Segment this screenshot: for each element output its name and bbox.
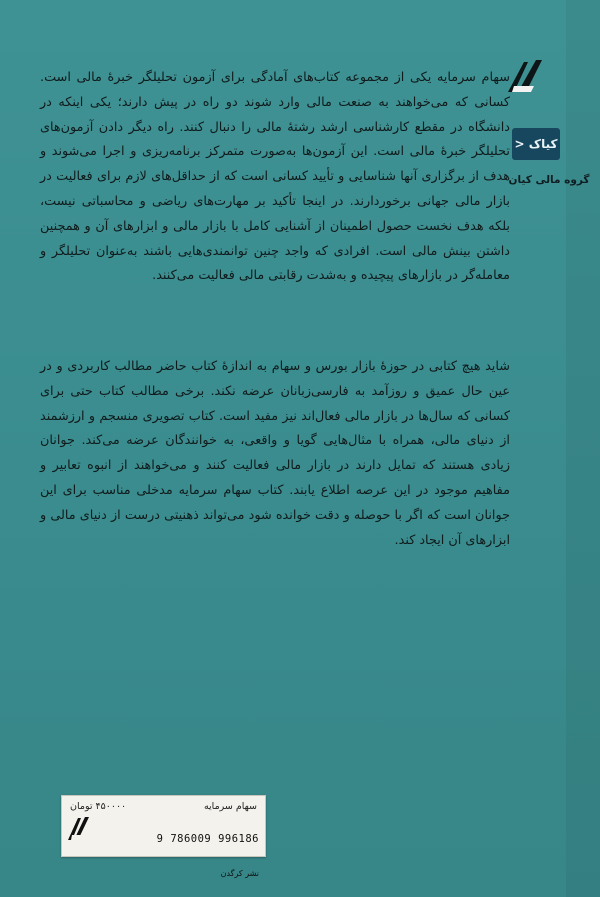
- price-barcode-label: [61, 795, 266, 878]
- description-paragraph-1: سهام سرمایه یکی از مجموعه کتاب‌های آمادگی برای آزمون تحلیلگر خبرهٔ مالی است. کسانی که می‌خواهند به صنعت مالی وارد شوند دو راه در پیش دارند؛ یکی اینکه در دانشگاه در مقطع کارشناسی ارشد رشتهٔ مالی را دنبال کنند. راه دیگر دادن آزمون‌های تحلیلگر خبرهٔ مالی است. این آزمون‌ها به‌صورت متمرکز برنامه‌ریزی و اجرا می‌شوند و هدف از برگزاری آنها شناسایی و تأیید کسانی است که از حداقل‌های لازم برای فعالیت در بازار مالی جهانی برخوردارند. در اینجا تأکید بر مهارت‌های ریاضی و محاسباتی نیست، بلکه هدف نخست حصول اطمینان از آشنایی کامل با بازار مالی و ابزارهای آن و همچنین داشتن بینش مالی است. افرادی که واجد چنین توانمندی‌هایی باشند به‌عنوان تحلیلگر و معامله‌گر در بازارهای پیچیده و به‌شدت رقابتی مالی فعالیت می‌کنند.: [40, 70, 510, 284]
- description-paragraph-2: شاید هیچ کتابی در حوزهٔ بازار بورس و سهام به اندازهٔ کتاب حاضر مطالب کاربردی و در عین حال عمیق و روزآمد به فارسی‌زبانان عرضه نکند. برخی مطالب کتاب حتی برای کسانی که سال‌ها در بازار مالی فعال‌اند نیز مفید است. کتاب تصویری منسجم و ارزشمند از دنیای مالی، همراه با مثال‌هایی گویا و واقعی، به خوانندگان عرضه می‌کند. جوانان زیادی هستند که تمایل دارند در بازار مالی فعالیت کنند و می‌خواهند از انبوه تعابیر و مفاهیم موجود در این عرصه اطلاع یابند. کتاب سهام سرمایه مدخلی مناسب برای این جوانان است که اگر با حوصله و دقت خوانده شود می‌تواند ذهنیتی درست از دنیای مالی و ابزارهای آن ایجاد کند.: [40, 359, 510, 548]
- label-publisher-name: نشر کرگدن: [220, 869, 259, 878]
- rhino-logo-icon: [66, 814, 92, 842]
- label-book-title: سهام سرمایه: [203, 801, 257, 812]
- publisher-logo-icon: [504, 56, 546, 96]
- isbn-barcode-number: 9 786009 996186: [156, 833, 259, 845]
- publisher-group-name: گروه مالی کیان: [508, 174, 590, 186]
- spine-shadow: [566, 0, 600, 897]
- kiak-badge: کیاک <: [512, 128, 560, 160]
- label-price: ۴۵۰۰۰۰ تومان: [70, 801, 127, 812]
